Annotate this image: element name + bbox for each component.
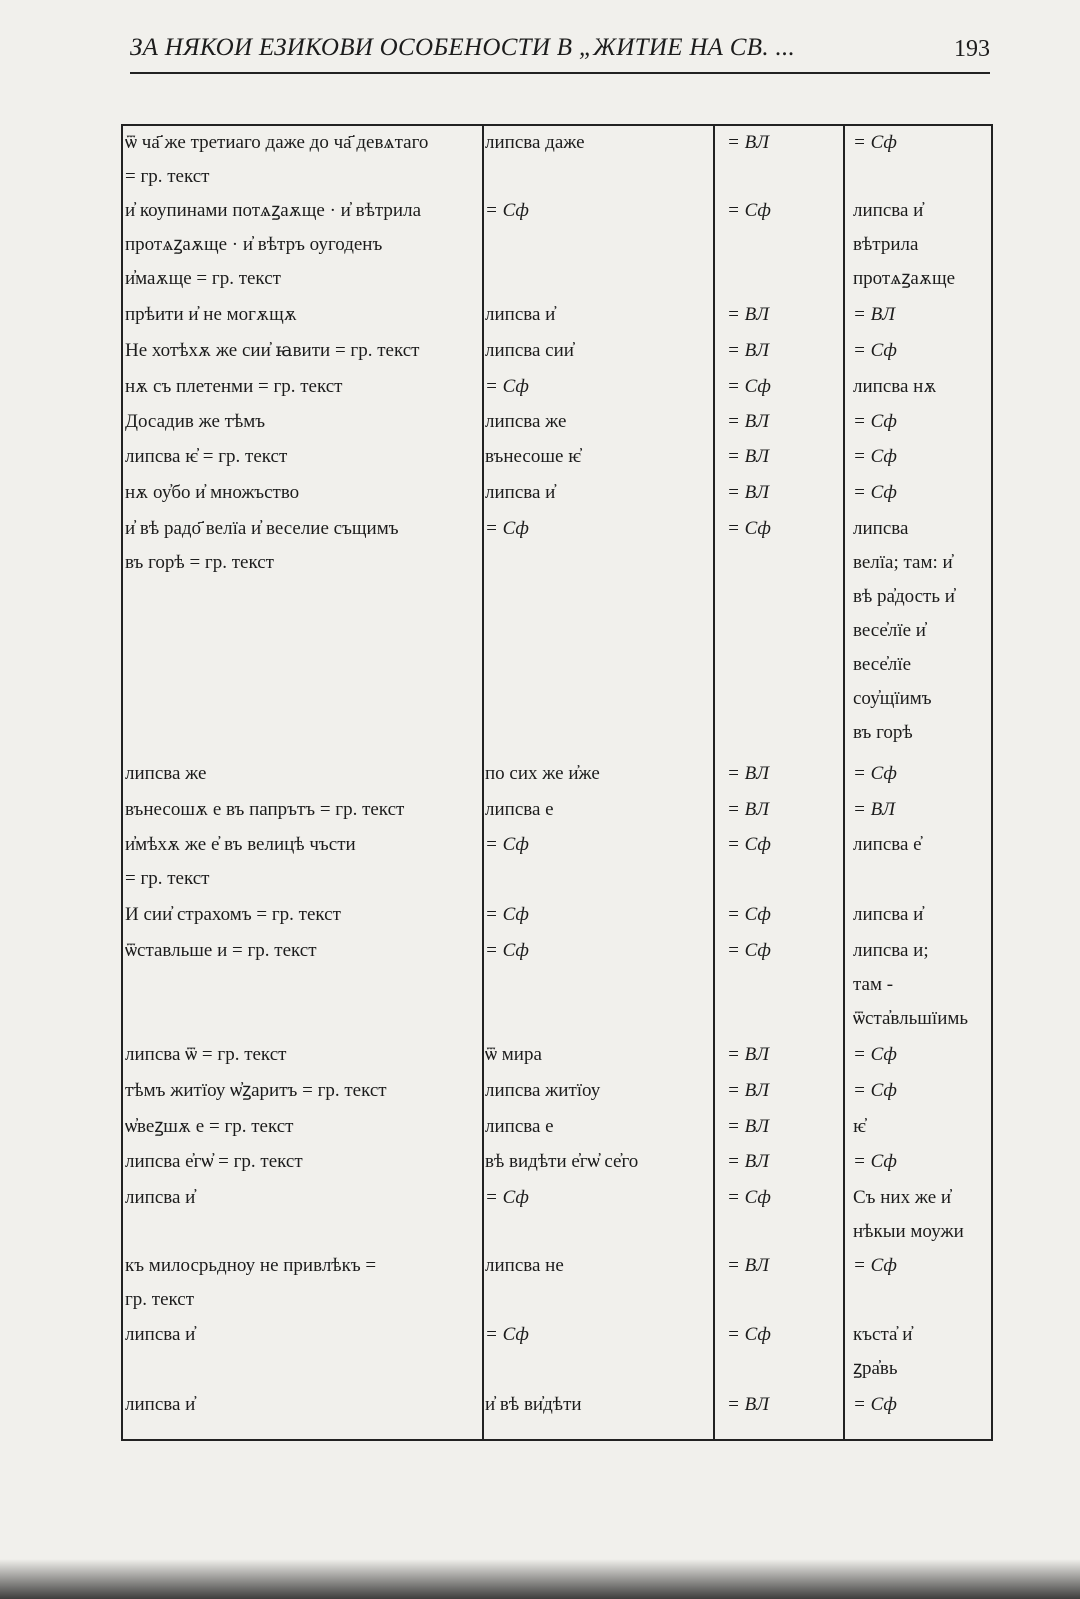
table-cell-col1: Не хотѣхѫ же сии҆ ꙗвити = гр. текст: [125, 340, 420, 361]
table-cell-col3: = Сф: [727, 1324, 771, 1345]
table-cell-col4: нѣкыи моужи: [853, 1221, 964, 1242]
table-cell-col1: протѧꙁаѫще · и҆ вѣтръ оугоденъ: [125, 234, 383, 255]
table-cell-col2: ѿ мира: [485, 1044, 542, 1065]
table-cell-col1: ѡ҆веꙁшѫ е = гр. текст: [125, 1116, 294, 1137]
table-cell-col2: = Сф: [485, 518, 529, 539]
table-cell-col4: липсва и҆: [853, 904, 924, 925]
table-cell-col1: липсва ѥ҆ = гр. текст: [125, 446, 288, 467]
table-cell-col1: нѫ оу҆бо и҆ множъство: [125, 482, 300, 503]
table-cell-col2: липсва и҆: [485, 482, 556, 503]
table-cell-col3: = ВЛ: [727, 446, 770, 467]
column-divider: [843, 126, 845, 1439]
table-cell-col4: = Сф: [853, 763, 897, 784]
table-cell-col4: липсва: [853, 518, 909, 539]
table-cell-col2: = Сф: [485, 1187, 529, 1208]
table-cell-col3: = ВЛ: [727, 482, 770, 503]
table-cell-col3: = ВЛ: [727, 411, 770, 432]
table-cell-col3: = Сф: [727, 940, 771, 961]
table-cell-col1: ѿставльше и = гр. текст: [125, 940, 317, 961]
table-cell-col2: липсва же: [485, 411, 567, 432]
table-cell-col3: = Сф: [727, 200, 771, 221]
table-cell-col3: = Сф: [727, 376, 771, 397]
table-cell-col1: липсва е҆гѡ҆ = гр. текст: [125, 1151, 303, 1172]
table-cell-col4: весе҆лїе: [853, 654, 912, 675]
table-cell-col3: = ВЛ: [727, 304, 770, 325]
table-cell-col1: и҆ коупинами потѧꙁаѫще · и҆ вѣтрила: [125, 200, 422, 221]
table-cell-col1: = гр. текст: [125, 868, 210, 889]
table-cell-col4: = Сф: [853, 1255, 897, 1276]
table-cell-col4: вѣ ра҆дость и҆: [853, 586, 955, 607]
table-cell-col3: = ВЛ: [727, 1255, 770, 1276]
table-cell-col1: къ милосрьдноу не привлѣкъ =: [125, 1255, 377, 1276]
table-cell-col4: соу҆щїимъ: [853, 688, 932, 709]
table-cell-col1: липсва же: [125, 763, 207, 784]
table-cell-col3: = ВЛ: [727, 799, 770, 820]
table-cell-col4: протѧꙁаѫще: [853, 268, 956, 289]
table-cell-col1: тѣмъ житїоу ѡ҆ꙁаритъ = гр. текст: [125, 1080, 387, 1101]
table-cell-col2: = Сф: [485, 1324, 529, 1345]
table-cell-col2: = Сф: [485, 200, 529, 221]
table-cell-col2: = Сф: [485, 904, 529, 925]
table-cell-col1: гр. текст: [125, 1289, 195, 1310]
table-cell-col2: вънесоше ѥ҆: [485, 446, 582, 467]
table-cell-col4: липсва нѫ: [853, 376, 937, 397]
table-cell-col2: липсва е: [485, 1116, 554, 1137]
table-cell-col4: = Сф: [853, 1080, 897, 1101]
table-cell-col3: = ВЛ: [727, 1080, 770, 1101]
table-cell-col3: = ВЛ: [727, 1394, 770, 1415]
table-cell-col2: липсва не: [485, 1255, 564, 1276]
table-cell-col1: ѿ ча҃ же третиаго даже до ча҃ девѧтаго: [125, 132, 429, 153]
page-edge-shadow: [0, 1559, 1080, 1599]
table-cell-col1: Досадив же тѣмъ: [125, 411, 266, 432]
table-cell-col4: = Сф: [853, 482, 897, 503]
table-cell-col4: = Сф: [853, 1394, 897, 1415]
table-cell-col4: = Сф: [853, 132, 897, 153]
table-cell-col1: И сии҆ страхомъ = гр. текст: [125, 904, 341, 925]
table-cell-col2: = Сф: [485, 376, 529, 397]
table-cell-col2: липсва е: [485, 799, 554, 820]
table-cell-col3: = ВЛ: [727, 763, 770, 784]
table-cell-col1: нѫ съ плетенми = гр. текст: [125, 376, 343, 397]
table-cell-col1: и҆ вѣ радо҃ велїа и҆ веселие същимъ: [125, 518, 399, 539]
table-cell-col3: = ВЛ: [727, 1151, 770, 1172]
table-cell-col4: въ горѣ: [853, 722, 913, 743]
table-cell-col4: там -: [853, 974, 894, 995]
table-cell-col2: = Сф: [485, 940, 529, 961]
table-cell-col4: = Сф: [853, 340, 897, 361]
table-cell-col2: липсва сии҆: [485, 340, 574, 361]
table-cell-col4: липсва и҆: [853, 200, 924, 221]
table-cell-col2: липсва даже: [485, 132, 585, 153]
table-cell-col2: вѣ видѣти е҆гѡ҆ се҆го: [485, 1151, 639, 1172]
table-cell-col4: велїа; там: и҆: [853, 552, 953, 573]
table-cell-col4: липсва и;: [853, 940, 929, 961]
header-title: ЗА НЯКОИ ЕЗИКОВИ ОСОБЕНОСТИ В „ЖИТИЕ НА СВ. ...: [130, 34, 796, 61]
table-cell-col1: = гр. текст: [125, 166, 210, 187]
table-cell-col2: и҆ вѣ ви҆дѣти: [485, 1394, 582, 1415]
table-cell-col4: ѿста҆вльшїимь: [853, 1008, 969, 1029]
table-cell-col3: = ВЛ: [727, 1116, 770, 1137]
table-cell-col2: по сих же и҆же: [485, 763, 600, 784]
table-cell-col3: = Сф: [727, 904, 771, 925]
table-cell-col3: = Сф: [727, 1187, 771, 1208]
table-cell-col1: прѣити и҆ не могѫщѫ: [125, 304, 297, 325]
table-cell-col1: липсва ѿ = гр. текст: [125, 1044, 287, 1065]
page-number: 193: [954, 36, 990, 62]
table-cell-col1: вънесошѫ е въ папрътъ = гр. текст: [125, 799, 405, 820]
table-cell-col3: = ВЛ: [727, 132, 770, 153]
table-cell-col2: липсва и҆: [485, 304, 556, 325]
table-cell-col1: и҆мѣхѫ же е҆ въ велицѣ чъсти: [125, 834, 356, 855]
table-cell-col1: липсва и҆: [125, 1324, 196, 1345]
table-cell-col4: Съ них же и҆: [853, 1187, 952, 1208]
table-cell-col4: = Сф: [853, 1151, 897, 1172]
table-cell-col4: = Сф: [853, 411, 897, 432]
column-divider: [713, 126, 715, 1439]
running-header: [130, 28, 990, 74]
table-cell-col4: ѥ҆: [853, 1116, 866, 1137]
table-cell-col3: = Сф: [727, 518, 771, 539]
table-cell-col2: = Сф: [485, 834, 529, 855]
table-cell-col3: = ВЛ: [727, 1044, 770, 1065]
table-cell-col1: липсва и҆: [125, 1187, 196, 1208]
table-cell-col4: = Сф: [853, 446, 897, 467]
table-cell-col1: въ горѣ = гр. текст: [125, 552, 274, 573]
table-cell-col4: = ВЛ: [853, 799, 896, 820]
table-cell-col3: = Сф: [727, 834, 771, 855]
table-cell-col4: къста҆ и҆: [853, 1324, 913, 1345]
table-cell-col4: = ВЛ: [853, 304, 896, 325]
table-cell-col4: вѣтрила: [853, 234, 919, 255]
table-cell-col1: липсва и҆: [125, 1394, 196, 1415]
table-cell-col2: липсва житїоу: [485, 1080, 601, 1101]
comparison-table: [121, 124, 993, 1441]
table-cell-col1: и҆маѫще = гр. текст: [125, 268, 281, 289]
table-cell-col3: = ВЛ: [727, 340, 770, 361]
table-cell-col4: липсва е҆: [853, 834, 922, 855]
table-cell-col4: = Сф: [853, 1044, 897, 1065]
column-divider: [482, 126, 484, 1439]
table-cell-col4: весе҆лїе и҆: [853, 620, 926, 641]
table-cell-col4: ꙁра҆вь: [853, 1358, 898, 1379]
